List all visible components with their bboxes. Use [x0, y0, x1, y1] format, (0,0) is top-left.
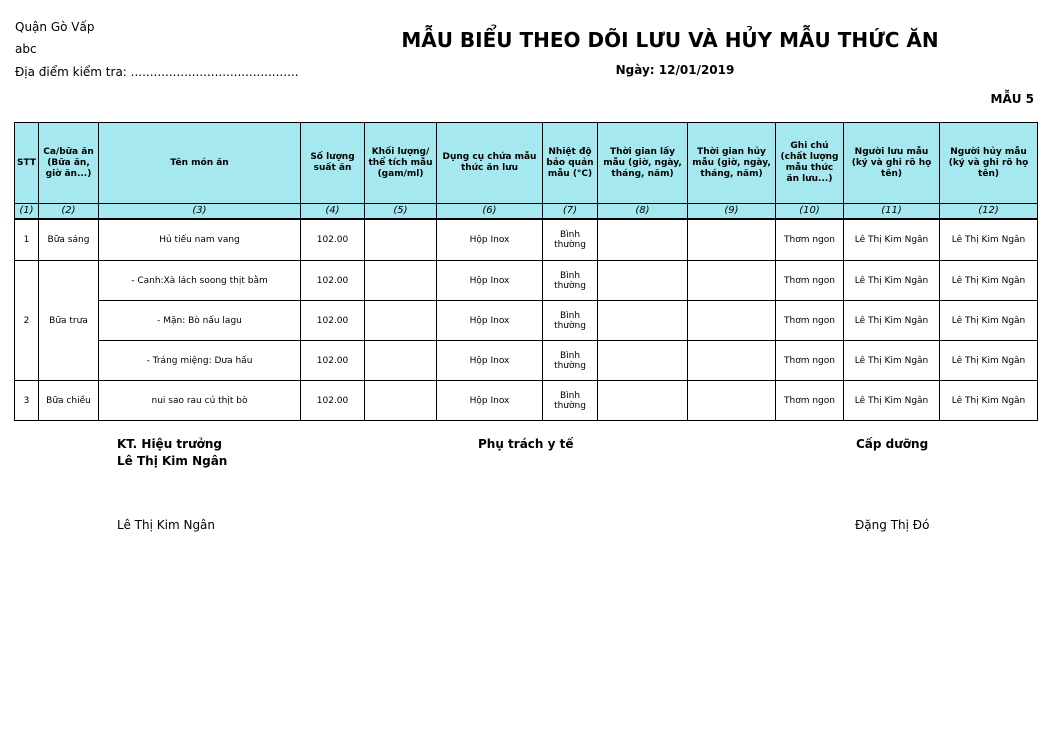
document-date: Ngày: 12/01/2019: [615, 63, 735, 77]
col-number: (1): [15, 204, 39, 219]
cell-meal: Bữa chiều: [39, 381, 99, 421]
cell-stt: 1: [15, 219, 39, 261]
cell-temp: Bình thường: [543, 261, 598, 301]
col-header-container: Dụng cụ chứa mẫu thức ăn lưu: [437, 123, 543, 204]
cell-take-time: [598, 301, 688, 341]
col-number: (7): [543, 204, 598, 219]
school-label: abc: [15, 42, 37, 56]
cell-dish: - Canh:Xà lách soong thịt bằm: [99, 261, 301, 301]
cell-meal: Bữa sáng: [39, 219, 99, 261]
location-dots: ............................................: [130, 65, 299, 79]
cell-temp: Bình thường: [543, 301, 598, 341]
cell-destroy-time: [688, 261, 776, 301]
cell-note: Thơm ngon: [776, 381, 844, 421]
col-header-destroyer: Người hủy mẫu (ký và ghi rõ họ tên): [940, 123, 1038, 204]
col-number: (6): [437, 204, 543, 219]
col-number: (3): [99, 204, 301, 219]
cell-note: Thơm ngon: [776, 219, 844, 261]
cell-take-time: [598, 341, 688, 381]
cell-container: Hộp Inox: [437, 301, 543, 341]
cell-weight: [365, 341, 437, 381]
col-header-temp: Nhiệt độ bảo quản mẫu (°C): [543, 123, 598, 204]
col-header-stt: STT: [15, 123, 39, 204]
principal-title: KT. Hiệu trưởng: [117, 437, 222, 451]
principal-name-heading: Lê Thị Kim Ngân: [117, 454, 228, 468]
cell-dish: - Tráng miệng: Dưa hấu: [99, 341, 301, 381]
cell-destroyer: Lê Thị Kim Ngân: [940, 381, 1038, 421]
district-label: Quận Gò Vấp: [15, 20, 95, 34]
cell-take-time: [598, 219, 688, 261]
col-header-weight: Khối lượng/ thể tích mẫu (gam/ml): [365, 123, 437, 204]
cell-weight: [365, 219, 437, 261]
cell-temp: Bình thường: [543, 219, 598, 261]
table-row: [15, 261, 1038, 301]
cell-take-time: [598, 261, 688, 301]
cell-keeper: Lê Thị Kim Ngân: [844, 219, 940, 261]
col-number: (5): [365, 204, 437, 219]
principal-signature-name: Lê Thị Kim Ngân: [117, 518, 216, 532]
cell-dish: Hủ tiếu nam vang: [99, 219, 301, 261]
col-number: (12): [940, 204, 1038, 219]
cook-title: Cấp dưỡng: [856, 437, 929, 451]
cell-temp: Bình thường: [543, 341, 598, 381]
cell-container: Hộp Inox: [437, 381, 543, 421]
cell-qty: 102.00: [301, 381, 365, 421]
col-number: (4): [301, 204, 365, 219]
col-header-note: Ghi chú (chất lượng mẫu thức ăn lưu...): [776, 123, 844, 204]
col-number: (8): [598, 204, 688, 219]
cell-stt: 2: [15, 261, 39, 381]
cell-keeper: Lê Thị Kim Ngân: [844, 381, 940, 421]
cell-container: Hộp Inox: [437, 261, 543, 301]
medical-title: Phụ trách y tế: [478, 437, 574, 451]
cell-dish: nui sao rau củ thịt bò: [99, 381, 301, 421]
col-header-dish: Tên món ăn: [99, 123, 301, 204]
cell-keeper: Lê Thị Kim Ngân: [844, 261, 940, 301]
cell-dish: - Mặn: Bò nấu lagu: [99, 301, 301, 341]
cell-destroyer: Lê Thị Kim Ngân: [940, 341, 1038, 381]
cell-stt: 3: [15, 381, 39, 421]
table-row: [15, 219, 1038, 261]
cell-note: Thơm ngon: [776, 301, 844, 341]
col-number: (9): [688, 204, 776, 219]
cell-container: Hộp Inox: [437, 219, 543, 261]
cell-keeper: Lê Thị Kim Ngân: [844, 341, 940, 381]
cell-destroyer: Lê Thị Kim Ngân: [940, 261, 1038, 301]
cell-destroy-time: [688, 381, 776, 421]
cell-take-time: [598, 381, 688, 421]
cell-destroy-time: [688, 341, 776, 381]
col-number: (11): [844, 204, 940, 219]
cell-keeper: Lê Thị Kim Ngân: [844, 301, 940, 341]
cell-weight: [365, 381, 437, 421]
table-row: [15, 341, 1038, 381]
column-number-row: [15, 204, 1038, 219]
col-header-keeper: Người lưu mẫu (ký và ghi rõ họ tên): [844, 123, 940, 204]
food-sample-table: [14, 122, 1038, 421]
location-label: Địa điểm kiểm tra:: [15, 65, 127, 79]
cell-container: Hộp Inox: [437, 341, 543, 381]
col-header-take-time: Thời gian lấy mẫu (giờ, ngày, tháng, năm): [598, 123, 688, 204]
cell-destroy-time: [688, 301, 776, 341]
col-header-destroy-time: Thời gian hủy mẫu (giờ, ngày, tháng, năm): [688, 123, 776, 204]
form-code: MẪU 5: [990, 92, 1034, 106]
col-header-meal: Ca/bữa ăn (Bữa ăn, giờ ăn...): [39, 123, 99, 204]
cell-temp: Bình thường: [543, 381, 598, 421]
cell-destroy-time: [688, 219, 776, 261]
cell-destroyer: Lê Thị Kim Ngân: [940, 301, 1038, 341]
table-row: [15, 301, 1038, 341]
cell-weight: [365, 261, 437, 301]
cell-qty: 102.00: [301, 219, 365, 261]
cell-qty: 102.00: [301, 341, 365, 381]
cell-meal: Bữa trưa: [39, 261, 99, 381]
column-header-row: [15, 123, 1038, 204]
cell-qty: 102.00: [301, 261, 365, 301]
col-header-qty: Số lượng suất ăn: [301, 123, 365, 204]
cook-signature-name: Đặng Thị Đó: [855, 518, 930, 532]
cell-destroyer: Lê Thị Kim Ngân: [940, 219, 1038, 261]
cell-note: Thơm ngon: [776, 261, 844, 301]
document-title: MẪU BIỂU THEO DÕI LƯU VÀ HỦY MẪU THỨC ĂN: [401, 28, 939, 52]
cell-qty: 102.00: [301, 301, 365, 341]
table-row: [15, 381, 1038, 421]
cell-note: Thơm ngon: [776, 341, 844, 381]
col-number: (2): [39, 204, 99, 219]
col-number: (10): [776, 204, 844, 219]
cell-weight: [365, 301, 437, 341]
